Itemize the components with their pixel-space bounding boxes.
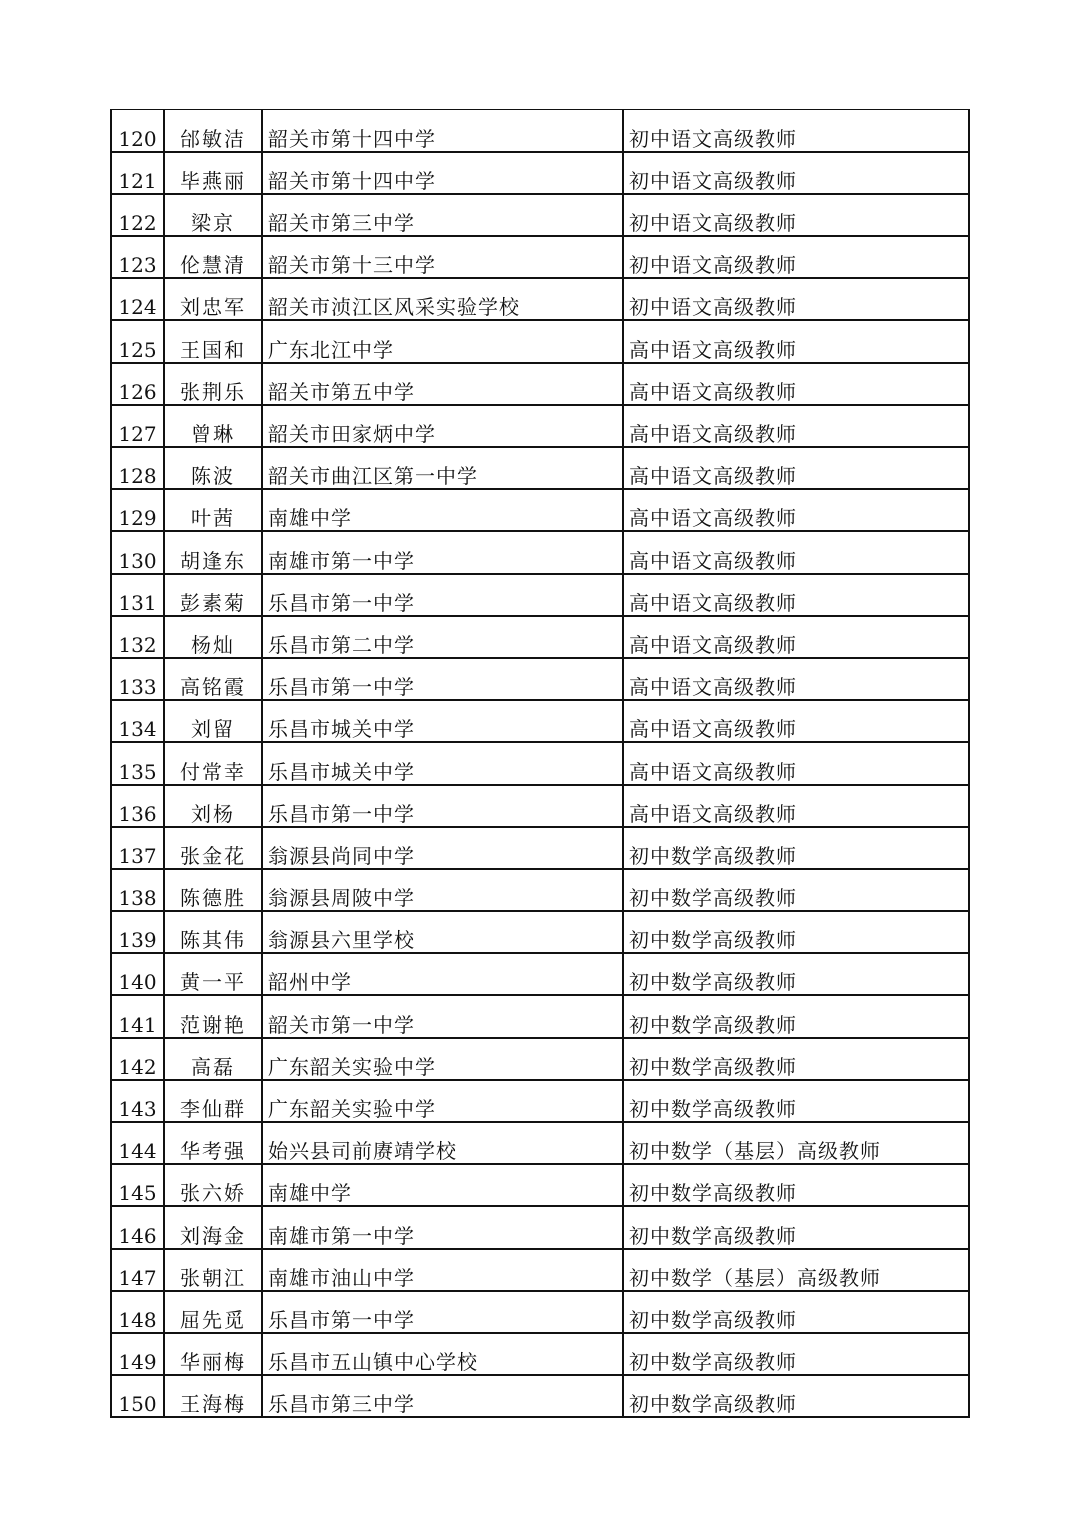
cell-number	[111, 447, 164, 489]
cell-title-text: 初中数学高级教师	[629, 928, 797, 953]
cell-title	[623, 911, 969, 953]
cell-title-text: 高中语文高级教师	[629, 337, 797, 362]
cell-title	[623, 363, 969, 405]
cell-school-text: 翁源县尚同中学	[268, 843, 415, 868]
cell-number	[111, 658, 164, 700]
cell-name	[164, 1291, 262, 1333]
cell-name-text: 付常幸	[180, 759, 246, 784]
cell-school-text: 乐昌市第一中学	[268, 590, 415, 615]
cell-name-text: 张荆乐	[180, 379, 246, 404]
cell-name	[164, 953, 262, 995]
cell-number-text: 140	[118, 970, 157, 995]
cell-school	[262, 700, 623, 742]
cell-name	[164, 1122, 262, 1164]
cell-title-text: 高中语文高级教师	[629, 464, 797, 489]
table-row	[111, 1080, 969, 1122]
cell-title-text: 初中语文高级教师	[629, 253, 797, 278]
cell-name-text: 彭素菊	[180, 590, 246, 615]
cell-school	[262, 1333, 623, 1375]
cell-name-text: 毕燕丽	[180, 168, 246, 193]
table-row	[111, 742, 969, 784]
cell-number	[111, 827, 164, 869]
cell-school	[262, 489, 623, 531]
cell-name-text: 刘杨	[191, 801, 235, 826]
cell-name	[164, 447, 262, 489]
cell-title-text: 初中数学（基层）高级教师	[629, 1139, 881, 1164]
cell-number	[111, 363, 164, 405]
cell-title	[623, 953, 969, 995]
cell-number	[111, 1080, 164, 1122]
cell-name	[164, 405, 262, 447]
cell-name	[164, 827, 262, 869]
cell-school-text: 翁源县六里学校	[268, 928, 415, 953]
cell-number	[111, 405, 164, 447]
cell-title-text: 高中语文高级教师	[629, 422, 797, 446]
cell-name-text: 王国和	[180, 337, 246, 362]
cell-number-text: 149	[118, 1350, 157, 1375]
cell-title	[623, 489, 969, 531]
cell-title-text: 高中语文高级教师	[629, 717, 797, 742]
cell-name-text: 高磊	[191, 1054, 235, 1079]
cell-name-text: 伦慧清	[180, 253, 246, 278]
cell-school	[262, 869, 623, 911]
cell-number-text: 144	[118, 1139, 157, 1164]
cell-title-text: 初中语文高级教师	[629, 126, 797, 151]
cell-number	[111, 1291, 164, 1333]
table-row	[111, 447, 969, 489]
cell-name-text: 陈其伟	[180, 928, 246, 953]
cell-number-text: 128	[118, 464, 157, 489]
cell-number-text: 132	[118, 632, 157, 657]
cell-name	[164, 194, 262, 236]
cell-number-text: 146	[118, 1223, 157, 1248]
table-row	[111, 1122, 969, 1164]
cell-title-text: 初中数学高级教师	[629, 1181, 797, 1206]
cell-name-text: 华丽梅	[180, 1350, 246, 1375]
table-row	[111, 320, 969, 362]
cell-name-text: 屈先觅	[180, 1307, 246, 1332]
cell-title	[623, 700, 969, 742]
cell-title	[623, 1375, 969, 1417]
cell-number	[111, 489, 164, 531]
cell-school	[262, 531, 623, 573]
cell-school-text: 广东韶关实验中学	[268, 1054, 436, 1079]
cell-school-text: 乐昌市第一中学	[268, 801, 415, 826]
cell-title-text: 初中数学高级教师	[629, 843, 797, 868]
cell-name-text: 陈德胜	[180, 886, 246, 911]
table-row	[111, 1333, 969, 1375]
cell-number	[111, 1122, 164, 1164]
cell-name	[164, 531, 262, 573]
cell-title	[623, 110, 969, 152]
table-row	[111, 700, 969, 742]
cell-title	[623, 995, 969, 1037]
cell-name-text: 陈波	[191, 464, 235, 489]
cell-school-text: 韶关市第十四中学	[268, 168, 436, 193]
cell-title	[623, 869, 969, 911]
cell-number	[111, 953, 164, 995]
cell-number	[111, 194, 164, 236]
cell-name	[164, 995, 262, 1037]
cell-school-text: 乐昌市城关中学	[268, 717, 415, 742]
cell-title-text: 初中数学（基层）高级教师	[629, 1265, 881, 1290]
cell-name	[164, 1164, 262, 1206]
cell-number-text: 141	[118, 1012, 157, 1037]
cell-number	[111, 1249, 164, 1291]
cell-number	[111, 1206, 164, 1248]
cell-school	[262, 110, 623, 152]
cell-name-text: 黄一平	[180, 970, 246, 995]
cell-name	[164, 1249, 262, 1291]
cell-title-text: 高中语文高级教师	[629, 506, 797, 531]
cell-number-text: 125	[118, 337, 157, 362]
table-row	[111, 363, 969, 405]
cell-number-text: 148	[118, 1307, 157, 1332]
table-row	[111, 531, 969, 573]
cell-school	[262, 152, 623, 194]
cell-number	[111, 236, 164, 278]
cell-name	[164, 869, 262, 911]
cell-school	[262, 616, 623, 658]
cell-number	[111, 1375, 164, 1417]
cell-name	[164, 152, 262, 194]
table-row	[111, 1206, 969, 1248]
cell-number-text: 126	[118, 379, 157, 404]
cell-school	[262, 1080, 623, 1122]
cell-school	[262, 742, 623, 784]
table-row	[111, 658, 969, 700]
cell-school-text: 南雄市第一中学	[268, 1223, 415, 1248]
cell-name-text: 范谢艳	[180, 1012, 246, 1037]
cell-name	[164, 363, 262, 405]
cell-school-text: 韶关市田家炳中学	[268, 422, 436, 446]
cell-name	[164, 785, 262, 827]
cell-number-text: 143	[118, 1097, 157, 1121]
cell-title	[623, 785, 969, 827]
cell-name	[164, 489, 262, 531]
table-row	[111, 1164, 969, 1206]
cell-school-text: 南雄中学	[268, 1181, 352, 1206]
cell-name	[164, 742, 262, 784]
cell-school	[262, 1375, 623, 1417]
table-row	[111, 574, 969, 616]
cell-title-text: 初中数学高级教师	[629, 886, 797, 911]
cell-name	[164, 1080, 262, 1122]
cell-title	[623, 1164, 969, 1206]
cell-title-text: 初中数学高级教师	[629, 1054, 797, 1079]
cell-name-text: 杨灿	[191, 632, 235, 657]
cell-number	[111, 152, 164, 194]
cell-school	[262, 995, 623, 1037]
cell-title-text: 高中语文高级教师	[629, 801, 797, 826]
cell-number	[111, 700, 164, 742]
cell-number-text: 122	[118, 211, 157, 236]
cell-number	[111, 1333, 164, 1375]
cell-school	[262, 1249, 623, 1291]
cell-title-text: 初中数学高级教师	[629, 1223, 797, 1248]
cell-title	[623, 658, 969, 700]
cell-number-text: 121	[118, 168, 157, 193]
table-row	[111, 1291, 969, 1333]
cell-title-text: 初中数学高级教师	[629, 970, 797, 995]
cell-name	[164, 911, 262, 953]
cell-number	[111, 616, 164, 658]
cell-name-text: 刘留	[191, 717, 235, 742]
cell-number	[111, 911, 164, 953]
cell-number-text: 123	[118, 253, 157, 278]
cell-name-text: 梁京	[191, 211, 235, 236]
cell-name	[164, 320, 262, 362]
cell-number	[111, 1164, 164, 1206]
cell-name	[164, 110, 262, 152]
cell-name	[164, 1206, 262, 1248]
cell-title	[623, 278, 969, 320]
cell-title	[623, 742, 969, 784]
cell-name-text: 曾琳	[191, 422, 235, 446]
cell-number-text: 150	[118, 1392, 157, 1417]
cell-title-text: 初中语文高级教师	[629, 211, 797, 236]
cell-title	[623, 152, 969, 194]
cell-name	[164, 616, 262, 658]
cell-title-text: 高中语文高级教师	[629, 548, 797, 573]
table-row	[111, 278, 969, 320]
cell-name	[164, 658, 262, 700]
table-row	[111, 236, 969, 278]
cell-title	[623, 236, 969, 278]
cell-school-text: 乐昌市五山镇中心学校	[268, 1350, 478, 1375]
cell-school-text: 乐昌市第一中学	[268, 1307, 415, 1332]
cell-number	[111, 278, 164, 320]
cell-title	[623, 1206, 969, 1248]
cell-title	[623, 1038, 969, 1080]
cell-number-text: 129	[118, 506, 157, 531]
table-row	[111, 1249, 969, 1291]
cell-title	[623, 616, 969, 658]
cell-school	[262, 236, 623, 278]
cell-school-text: 韶关市第三中学	[268, 211, 415, 236]
cell-name-text: 张金花	[180, 843, 246, 868]
teacher-list-table	[110, 109, 970, 1418]
cell-number-text: 127	[118, 422, 157, 446]
table-body	[111, 110, 969, 1418]
cell-number-text: 147	[118, 1265, 157, 1290]
cell-name-text: 邰敏洁	[180, 126, 246, 151]
cell-title-text: 初中语文高级教师	[629, 295, 797, 320]
cell-number-text: 120	[118, 126, 157, 151]
cell-name	[164, 700, 262, 742]
cell-title-text: 初中数学高级教师	[629, 1392, 797, 1417]
cell-school-text: 南雄中学	[268, 506, 352, 531]
cell-number-text: 145	[118, 1181, 157, 1206]
cell-school	[262, 953, 623, 995]
table-row	[111, 616, 969, 658]
cell-name	[164, 236, 262, 278]
cell-number	[111, 110, 164, 152]
cell-school	[262, 911, 623, 953]
cell-school-text: 乐昌市第二中学	[268, 632, 415, 657]
cell-name-text: 李仙群	[180, 1097, 246, 1121]
cell-school	[262, 1038, 623, 1080]
cell-school	[262, 1122, 623, 1164]
cell-name	[164, 574, 262, 616]
table-row	[111, 405, 969, 447]
cell-school	[262, 1291, 623, 1333]
cell-number	[111, 785, 164, 827]
cell-number-text: 137	[118, 843, 157, 868]
cell-number	[111, 869, 164, 911]
table-row	[111, 869, 969, 911]
cell-title-text: 初中数学高级教师	[629, 1307, 797, 1332]
cell-school-text: 韶关市第一中学	[268, 1012, 415, 1037]
table-row	[111, 1375, 969, 1417]
cell-title-text: 高中语文高级教师	[629, 379, 797, 404]
cell-title-text: 初中数学高级教师	[629, 1097, 797, 1121]
cell-name-text: 张朝江	[180, 1265, 246, 1290]
cell-school-text: 广东韶关实验中学	[268, 1097, 436, 1121]
cell-school-text: 翁源县周陂中学	[268, 886, 415, 911]
cell-name-text: 刘忠军	[180, 295, 246, 320]
cell-school	[262, 827, 623, 869]
cell-number	[111, 574, 164, 616]
cell-school	[262, 574, 623, 616]
cell-name-text: 叶茜	[191, 506, 235, 531]
cell-name	[164, 1333, 262, 1375]
table-row	[111, 953, 969, 995]
cell-name-text: 刘海金	[180, 1223, 246, 1248]
cell-school	[262, 278, 623, 320]
cell-number	[111, 531, 164, 573]
cell-school-text: 韶关市第十三中学	[268, 253, 436, 278]
cell-title-text: 高中语文高级教师	[629, 759, 797, 784]
cell-title-text: 高中语文高级教师	[629, 590, 797, 615]
cell-school	[262, 785, 623, 827]
cell-school-text: 乐昌市第一中学	[268, 675, 415, 700]
table-row	[111, 152, 969, 194]
cell-school-text: 韶关市第五中学	[268, 379, 415, 404]
cell-title	[623, 194, 969, 236]
cell-school	[262, 447, 623, 489]
cell-name-text: 高铭霞	[180, 675, 246, 700]
cell-title-text: 初中语文高级教师	[629, 168, 797, 193]
cell-school-text: 乐昌市第三中学	[268, 1392, 415, 1417]
cell-number-text: 139	[118, 928, 157, 953]
cell-name-text: 胡逢东	[180, 548, 246, 573]
cell-name-text: 王海梅	[180, 1392, 246, 1417]
cell-number-text: 136	[118, 801, 157, 826]
cell-number-text: 131	[118, 590, 157, 615]
cell-school-text: 韶关市第十四中学	[268, 126, 436, 151]
cell-school-text: 韶关市曲江区第一中学	[268, 464, 478, 489]
cell-title-text: 初中数学高级教师	[629, 1350, 797, 1375]
table-row	[111, 489, 969, 531]
cell-title	[623, 1249, 969, 1291]
cell-number-text: 142	[118, 1054, 157, 1079]
table-row	[111, 827, 969, 869]
cell-title	[623, 447, 969, 489]
cell-school-text: 南雄市第一中学	[268, 548, 415, 573]
cell-title-text: 高中语文高级教师	[629, 632, 797, 657]
cell-title	[623, 531, 969, 573]
cell-school-text: 南雄市油山中学	[268, 1265, 415, 1290]
table-row	[111, 995, 969, 1037]
cell-title	[623, 1080, 969, 1122]
cell-name	[164, 1375, 262, 1417]
cell-number-text: 124	[118, 295, 157, 320]
table-row	[111, 785, 969, 827]
cell-school	[262, 320, 623, 362]
cell-number-text: 133	[118, 675, 157, 700]
cell-title-text: 高中语文高级教师	[629, 675, 797, 700]
table-row	[111, 911, 969, 953]
cell-name	[164, 278, 262, 320]
cell-number-text: 135	[118, 759, 157, 784]
cell-number-text: 138	[118, 886, 157, 911]
cell-school	[262, 363, 623, 405]
table-row	[111, 1038, 969, 1080]
cell-school	[262, 658, 623, 700]
cell-title	[623, 574, 969, 616]
cell-school	[262, 405, 623, 447]
cell-title	[623, 1122, 969, 1164]
cell-school	[262, 1164, 623, 1206]
cell-number	[111, 742, 164, 784]
cell-title	[623, 320, 969, 362]
cell-school-text: 韶关市浈江区风采实验学校	[268, 295, 520, 320]
cell-number	[111, 1038, 164, 1080]
table-row	[111, 110, 969, 152]
cell-name-text: 华考强	[180, 1139, 246, 1164]
table-row	[111, 194, 969, 236]
cell-number	[111, 995, 164, 1037]
cell-name	[164, 1038, 262, 1080]
cell-school	[262, 1206, 623, 1248]
cell-name-text: 张六娇	[180, 1181, 246, 1206]
cell-title	[623, 1291, 969, 1333]
cell-number-text: 130	[118, 548, 157, 573]
cell-number	[111, 320, 164, 362]
cell-school-text: 乐昌市城关中学	[268, 759, 415, 784]
cell-school-text: 韶州中学	[268, 970, 352, 995]
cell-school-text: 始兴县司前赓靖学校	[268, 1139, 457, 1164]
cell-title	[623, 827, 969, 869]
cell-title-text: 初中数学高级教师	[629, 1012, 797, 1037]
cell-school-text: 广东北江中学	[268, 337, 394, 362]
cell-title	[623, 405, 969, 447]
cell-title	[623, 1333, 969, 1375]
cell-number-text: 134	[118, 717, 157, 742]
cell-school	[262, 194, 623, 236]
